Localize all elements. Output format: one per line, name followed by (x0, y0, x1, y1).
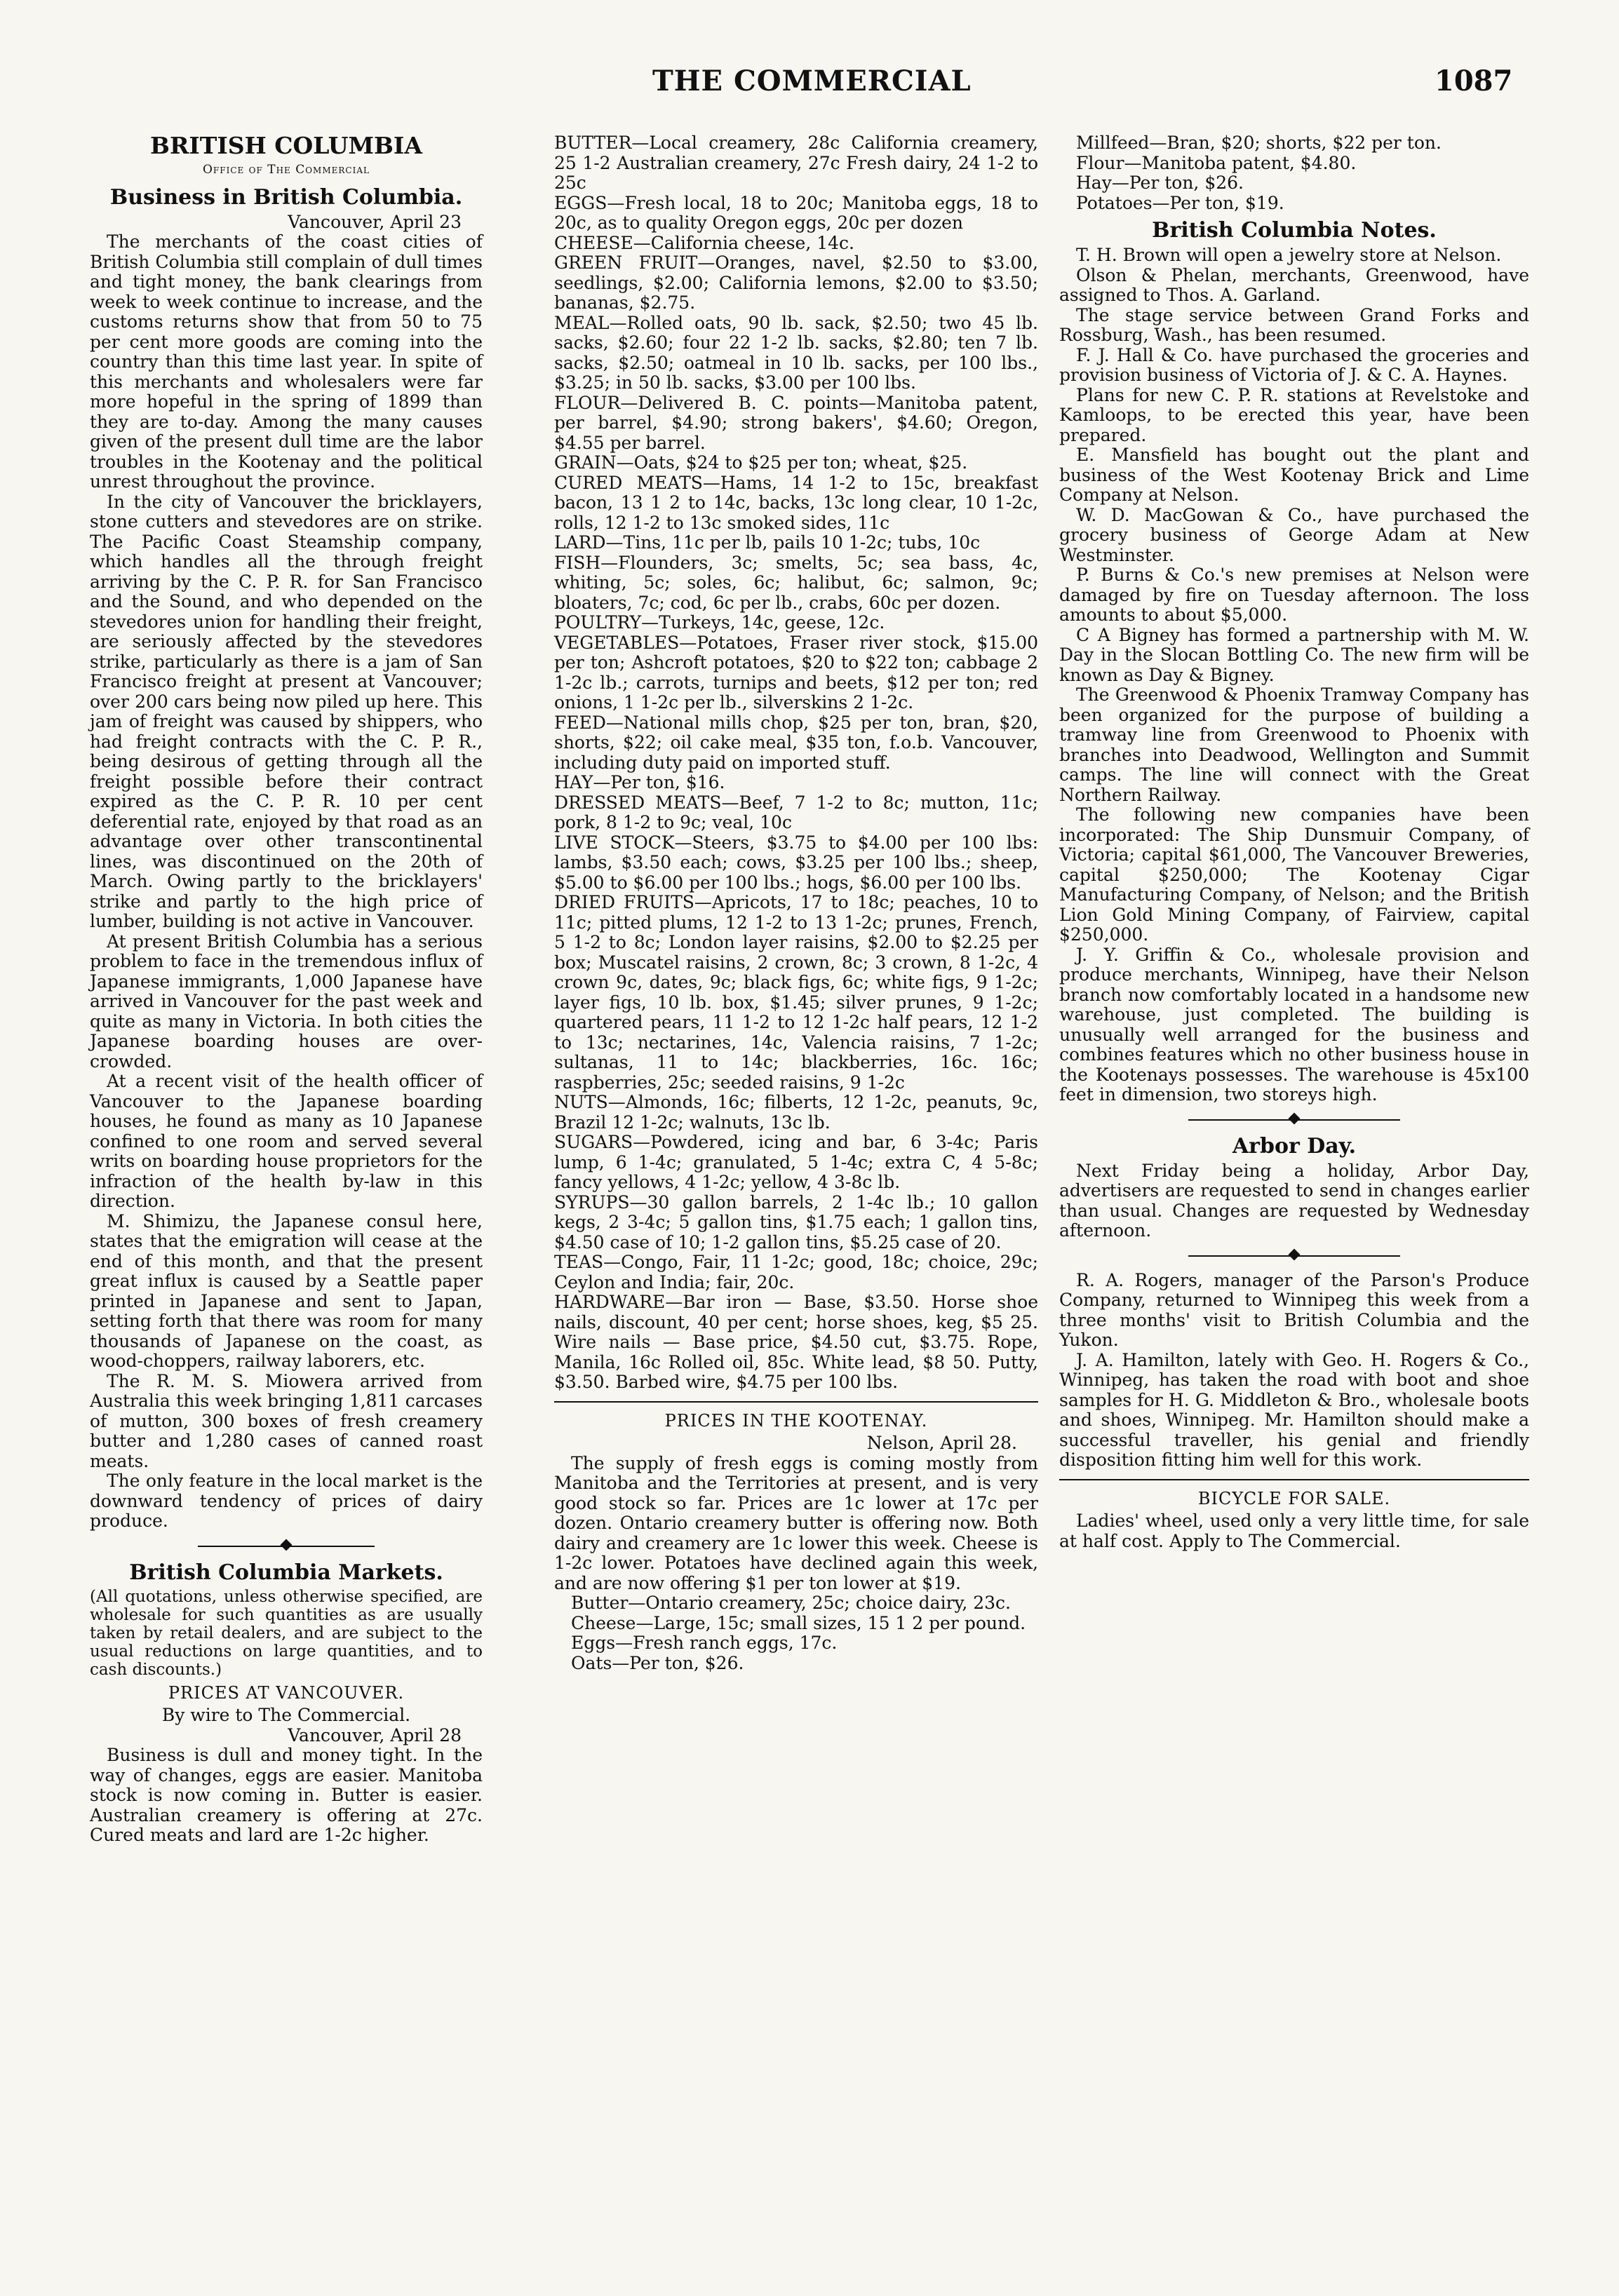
column-2 (554, 133, 1038, 1673)
price-item: FEED—National mills chop, $25 per ton, bran, $20, shorts, $22; oil cake meal, $35 ton, f.o.b. Vancouver, including duty paid on imported stuff. (554, 712, 1038, 773)
note-paragraph: C A Bigney has formed a partnership with M. W. Day in the Slocan Bottling Co. The new firm will be known as Day & Bigney. (1059, 624, 1529, 685)
price-item: CHEESE—California cheese, 14c. (554, 232, 855, 253)
kootenay-heading: PRICES IN THE KOOTENAY. (664, 1410, 928, 1431)
ornamental-rule (198, 1539, 375, 1554)
paragraph: At present British Columbia has a serious problem to face in the tremendous influx of Japanese immigrants, 1,000 Japanese have arrived in Vancouver for the past week and quite as many in Victoria. In both cities the Japanese boarding houses are over-crowded. (90, 931, 483, 1072)
note-paragraph: W. D. MacGowan & Co., have purchased the grocery business of George Adam at New Westminster. (1059, 504, 1529, 565)
prices-vancouver-heading: PRICES AT VANCOUVER. (168, 1682, 405, 1703)
price-item: DRESSED MEATS—Beef, 7 1-2 to 8c; mutton, 11c; pork, 8 1-2 to 9c; veal, 10c (554, 792, 1038, 832)
kootenay-item: Flour—Manitoba patent, $4.80. (1076, 152, 1357, 173)
note-paragraph: Plans for new C. P. R. stations at Revelstoke and Kamloops, to be erected this year, have been prepared. (1059, 384, 1529, 445)
ornamental-rule (1188, 1248, 1400, 1264)
price-item: HAY—Per ton, $16. (554, 772, 725, 792)
note-paragraph: P. Burns & Co.'s new premises at Nelson were damaged by fire on Tuesday afternoon. The loss amounts to about $5,000. (1059, 565, 1529, 625)
price-item: NUTS—Almonds, 16c; filberts, 12 1-2c, peanuts, 9c, Brazil 12 1-2c; walnuts, 13c lb. (554, 1092, 1038, 1133)
price-item: EGGS—Fresh local, 18 to 20c; Manitoba eggs, 18 to 20c, as to quality Oregon eggs, 20c per dozen (554, 192, 1038, 233)
running-head (0, 65, 1619, 107)
price-item: TEAS—Congo, Fair, 11 1-2c; good, 18c; choice, 29c; Ceylon and India; fair, 20c. (554, 1252, 1038, 1292)
divider-rule (1059, 1479, 1529, 1480)
price-item: MEAL—Rolled oats, 90 lb. sack, $2.50; two 45 lb. sacks, $2.60; four 22 1-2 lb. sacks, $2.80; ten 7 lb. sacks, $2.50; oatmeal in 10 lb. sacks, per 100 lbs., $3.25; in 50 lb. sacks, $3.00 per 100 lbs. (554, 312, 1038, 393)
article-title: Business in British Columbia. (109, 184, 463, 210)
personal-paragraph: J. A. Hamilton, lately with Geo. H. Rogers & Co., Winnipeg, has taken the road with boot and shoe samples for H. G. Middleton & Bro., wholesale boots and shoes, Winnipeg. Mr. Hamilton should make a successful traveller, his genial and friendly disposition fitting him well for this work. (1059, 1349, 1529, 1470)
markets-title: British Columbia Markets. (129, 1560, 443, 1585)
paragraph: The R. M. S. Miowera arrived from Australia this week bringing 1,811 carcases of mutton, 300 boxes of fresh creamery butter and 1,280 cases of canned roast meats. (90, 1370, 483, 1471)
kootenay-item: Hay—Per ton, $26. (1076, 173, 1244, 193)
kootenay-dateline: Nelson, April 28. (866, 1433, 1017, 1453)
by-wire-line: By wire to The Commercial. (161, 1705, 411, 1725)
publication-title: THE COMMERCIAL (652, 65, 972, 97)
office-line: Office of The Commercial (203, 163, 370, 177)
kootenay-item: Eggs—Fresh ranch eggs, 17c. (571, 1633, 838, 1653)
section-title: BRITISH COLUMBIA (150, 132, 422, 159)
notes-title: British Columbia Notes. (1152, 218, 1437, 243)
note-paragraph: T. H. Brown will open a jewelry store at Nelson. (1076, 245, 1502, 265)
kootenay-item: Millfeed—Bran, $20; shorts, $22 per ton. (1076, 133, 1442, 153)
personal-paragraph: R. A. Rogers, manager of the Parson's Produce Company, returned to Winnipeg this week from a three months' visit to British Columbia and the Yukon. (1059, 1269, 1529, 1350)
kootenay-item: Butter—Ontario creamery, 25c; choice dairy, 23c. (571, 1593, 1011, 1613)
arbor-day-title: Arbor Day. (1232, 1133, 1357, 1159)
arbor-day-paragraph: Next Friday being a holiday, Arbor Day, advertisers are requested to send in changes earlier than usual. Changes are requested by Wednesday afternoon. (1059, 1160, 1529, 1241)
page-number: 1087 (1435, 65, 1513, 97)
price-item: LARD—Tins, 11c per lb, pails 10 1-2c; tubs, 10c (554, 532, 981, 553)
note-paragraph: J. Y. Griffin & Co., wholesale provision and produce merchants, Winnipeg, have their Nelson branch now comfortably located in a handsome new warehouse, just completed. The building is unusually well arranged for the business and combines features which no other business house in the Kootenays possesses. The warehouse is 45x100 feet in dimension, two storeys high. (1059, 944, 1529, 1105)
paragraph: The merchants of the coast cities of British Columbia still complain of dull times and tight money, the bank clearings from week to week continue to increase, and the customs returns show that from 50 to 75 per cent more goods are coming into the country than this time last year. In spite of this merchants and wholesalers were far more hopeful in the spring of 1899 than they are to-day. Among the many causes given of the present dull time are the labor troubles in the Kootenay and the political unrest throughout the province. (90, 231, 483, 492)
price-item: HARDWARE—Bar iron — Base, $3.50. Horse shoe nails, discount, 40 per cent; horse shoes, keg, $5 25. Wire nails — Base price, $4.50 cut, $3.75. Rope, Manila, 16c Rolled oil, 85c. White lead, $8 50. Putty, $3.50. Barbed wire, $4.75 per 100 lbs. (554, 1292, 1038, 1392)
price-item: LIVE STOCK—Steers, $3.75 to $4.00 per 100 lbs: lambs, $3.50 each; cows, $3.25 per 100 lbs.; sheep, $5.00 to $6.00 per 100 lbs.; hogs, $6.00 per 100 lbs. (554, 832, 1038, 893)
note-paragraph: Olson & Phelan, merchants, Greenwood, have assigned to Thos. A. Garland. (1059, 264, 1529, 305)
paragraph: At a recent visit of the health officer of Vancouver to the Japanese boarding houses, he found as many as 10 Japanese confined to one room and served several writs on boarding house proprietors for the infraction of the health by-law in this direction. (90, 1071, 483, 1211)
bicycle-heading: BICYCLE FOR SALE. (1197, 1488, 1391, 1508)
vancouver-market-paragraph: Business is dull and money tight. In the way of changes, eggs are easier. Manitoba stock is now coming in. Butter is easier. Australian creamery is offering at 27c. Cured meats and lard are 1-2c higher. (90, 1745, 483, 1845)
bicycle-paragraph: Ladies' wheel, used only a very little time, for sale at half cost. Apply to The Commercial. (1059, 1511, 1529, 1551)
paragraph: M. Shimizu, the Japanese consul here, states that the emigration will cease at the end of this month, and that the present great influx is caused by a Seattle paper printed in Japanese and sent to Japan, setting forth that there was room for many thousands of Japanese on the coast, as wood-choppers, railway laborers, etc. (90, 1210, 483, 1371)
price-item: BUTTER—Local creamery, 28c California creamery, 25 1-2 Australian creamery, 27c Fresh dairy, 24 1-2 to 25c (554, 133, 1038, 193)
note-paragraph: The stage service between Grand Forks and Rossburg, Wash., has been resumed. (1059, 304, 1529, 345)
price-item: DRIED FRUITS—Apricots, 17 to 18c; peaches, 10 to 11c; pitted plums, 12 1-2 to 13 1-2c; prunes, French, 5 1-2 to 8c; London layer raisins, $2.00 to $2.25 per box; Muscatel raisins, 2 crown, 8c; 3 crown, 8 1-2c, 4 crown 9c, dates, 9c; black figs, 6c; white figs, 9 1-2c; layer figs, 10 lb. box, $1.45; silver prunes, 9 1-2c; quartered pears, 11 1-2 to 12 1-2c half pears, 12 1-2 to 13c; nectarines, 14c, Valencia raisins, 7 1-2c; sultanas, 11 to 14c; blackberries, 16c. 16c; raspberries, 25c; seeded raisins, 9 1-2c (554, 892, 1038, 1093)
note-paragraph: The Greenwood & Phoenix Tramway Company has been organized for the purpose of building a tramway line from Greenwood to Phoenix with branches into Deadwood, Wellington and Summit camps. The line will connect with the Great Northern Railway. (1059, 684, 1529, 805)
divider-rule (554, 1401, 1038, 1403)
price-item: GREEN FRUIT—Oranges, navel, $2.50 to $3.00, seedlings, $2.00; California lemons, $2.00 to $3.50; bananas, $2.75. (554, 252, 1038, 313)
price-item: VEGETABLES—Potatoes, Fraser river stock, $15.00 per ton; Ashcroft potatoes, $20 to $22 ton; cabbage 2 1-2c lb.; carrots, turnips and beets, $12 per ton; red onions, 1 1-2c per lb., silverskins 2 1-2c. (554, 632, 1038, 713)
note-paragraph: The following new companies have been incorporated: The Ship Dunsmuir Company, of Victoria; capital $61,000, The Vancouver Breweries, capital $250,000; The Kootenay Cigar Manufacturing Company, of Nelson; and the British Lion Gold Mining Company, of Fairview, capital $250,000. (1059, 804, 1529, 945)
price-item: FLOUR—Delivered B. C. points—Manitoba patent, per barrel, $4.90; strong bakers', $4.60; Oregon, $4.55 per barrel. (554, 392, 1038, 453)
note-paragraph: F. J. Hall & Co. have purchased the groceries and provision business of Victoria of J. & C. A. Haynes. (1059, 344, 1529, 385)
price-item: GRAIN—Oats, $24 to $25 per ton; wheat, $25. (554, 452, 968, 473)
kootenay-item: Oats—Per ton, $26. (571, 1652, 744, 1673)
price-item: POULTRY—Turkeys, 14c, geese, 12c. (554, 612, 885, 633)
column-3 (1059, 133, 1529, 1551)
ornamental-rule (1188, 1112, 1400, 1128)
note-paragraph: E. Mansfield has bought out the plant and business of the West Kootenay Brick and Lime Company at Nelson. (1059, 445, 1529, 505)
price-item: SYRUPS—30 gallon barrels, 2 1-4c lb.; 10 gallon kegs, 2 3-4c; 5 gallon tins, $1.75 each; 1 gallon tins, $4.50 case of 10; 1-2 gallon tins, $5.25 case of 20. (554, 1191, 1038, 1252)
kootenay-item: Cheese—Large, 15c; small sizes, 15 1 2 per pound. (571, 1612, 1026, 1633)
vancouver-dateline: Vancouver, April 28 (288, 1724, 462, 1745)
paragraph: In the city of Vancouver the bricklayers, stone cutters and stevedores are on strike. The Pacific Coast Steamship company, which handles all the through freight arriving by the C. P. R. for San Francisco and the Sound, and who depended on the stevedores union for handling their freight, are seriously affected by the stevedores strike, particularly as there is a jam of San Francisco freight at present at Vancouver; over 200 cars being now piled up here. This jam of freight was caused by shippers, who had freight contracts with the C. P. R., being desirous of getting through all the freight possible before their contract expired as the C. P. R. 10 per cent deferential rate, enjoyed by that road as an advantage over other transcontinental lines, was discontinued on the 20th of March. Owing partly to the bricklayers' strike and partly to the high price of lumber, building is not active in Vancouver. (90, 491, 483, 931)
markets-note: (All quotations, unless otherwise specified, are wholesale for such quantities as are usually taken by retail dealers, and are subject to the usual reductions on large quantities, and to cash discounts.) (90, 1587, 483, 1679)
price-item: SUGARS—Powdered, icing and bar, 6 3-4c; Paris lump, 6 1-4c; granulated, 5 1-4c; extra C, 4 5-8c; fancy yellows, 4 1-2c; yellow, 4 3-8c lb. (554, 1132, 1038, 1192)
price-item: FISH—Flounders, 3c; smelts, 5c; sea bass, 4c, whiting, 5c; soles, 6c; halibut, 6c; salmon, 9c; bloaters, 7c; cod, 6c per lb., crabs, 60c per dozen. (554, 552, 1038, 613)
paragraph: The only feature in the local market is the downward tendency of prices of dairy produce. (90, 1471, 483, 1531)
price-item: CURED MEATS—Hams, 14 1-2 to 15c, breakfast bacon, 13 1 2 to 14c, backs, 13c long clear, 10 1-2c, rolls, 12 1-2 to 13c smoked sides, 11c (554, 472, 1038, 533)
column-1 (90, 133, 483, 1846)
dateline: Vancouver, April 23 (288, 211, 462, 232)
kootenay-item: Potatoes—Per ton, $19. (1076, 192, 1284, 213)
kootenay-paragraph: The supply of fresh eggs is coming mostly from Manitoba and the Territories at present, and is very good stock so far. Prices are 1c lower at 17c per dozen. Ontario creamery butter is offering now. Both dairy and creamery are 1c lower this week. Cheese is 1-2c lower. Potatoes have declined again this week, and are now offering $1 per ton lower at $19. (554, 1452, 1038, 1593)
